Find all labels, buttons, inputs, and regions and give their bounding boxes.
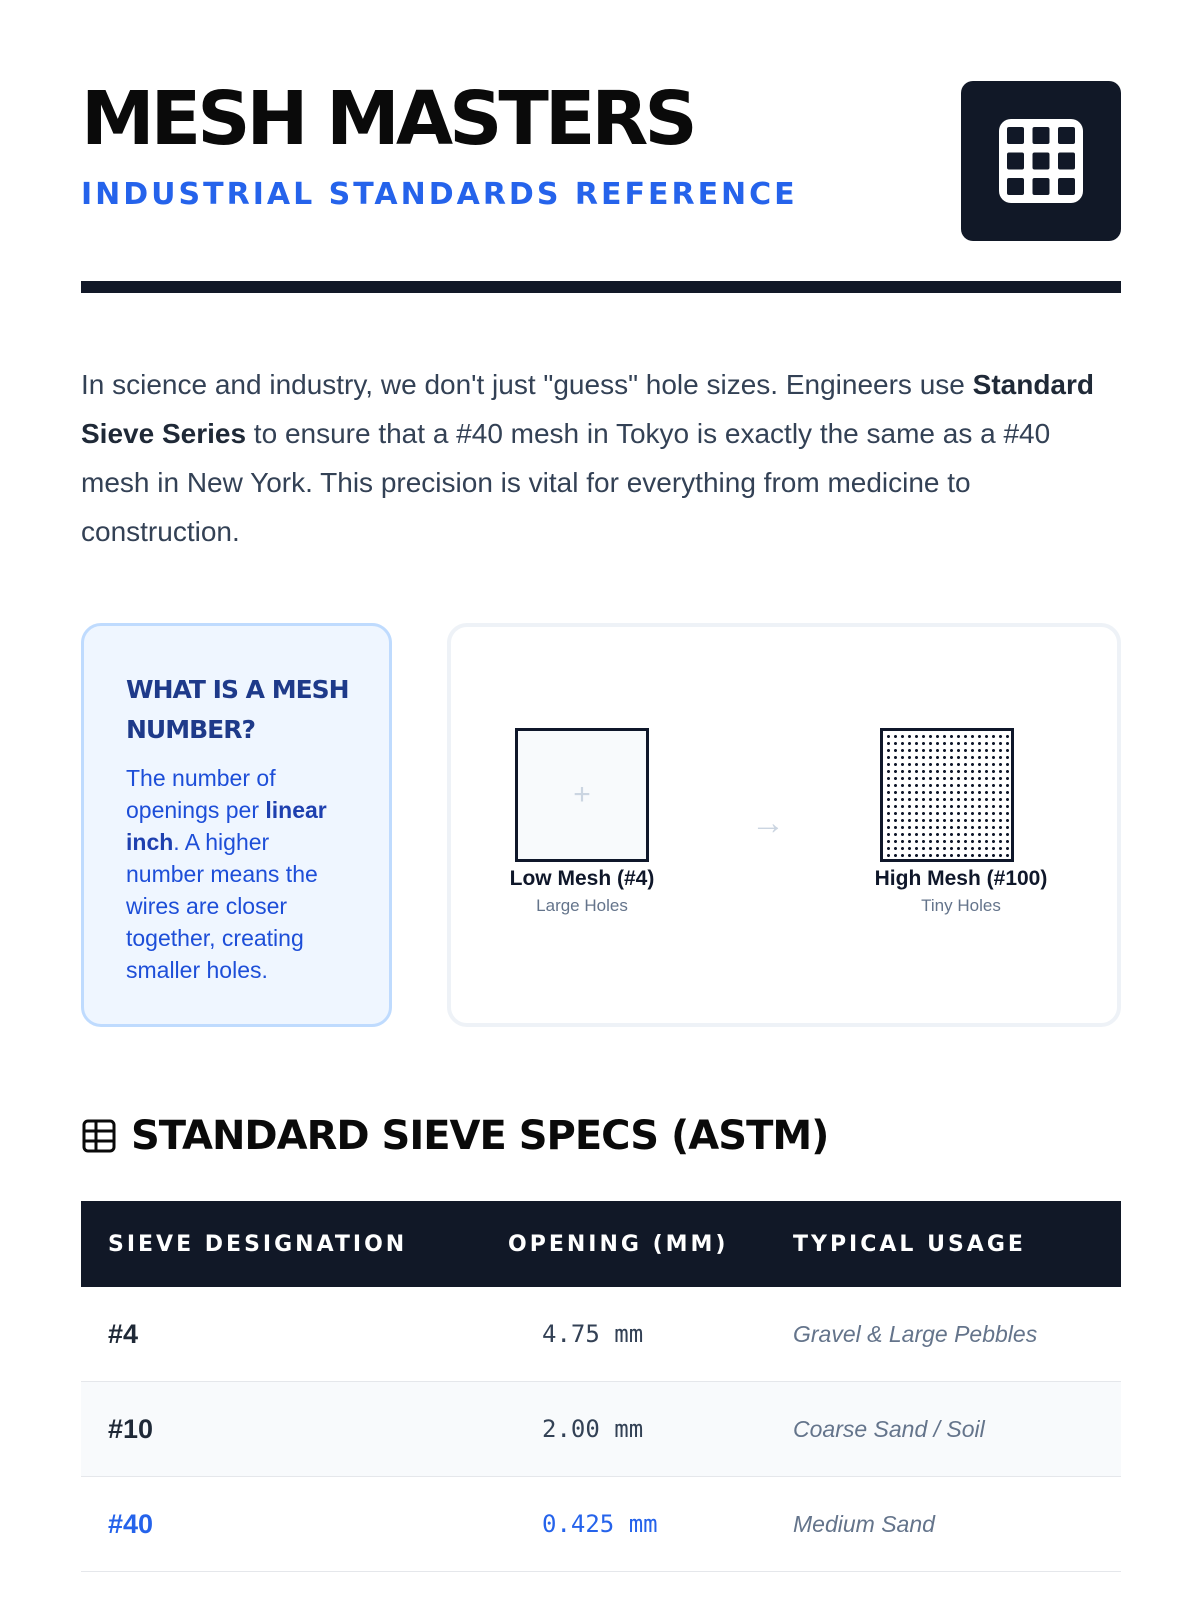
table-icon [81, 1118, 117, 1154]
specs-title: STANDARD SIEVE SPECS (ASTM) [131, 1113, 829, 1159]
low-mesh-swatch [515, 728, 649, 862]
mesh-text-bold: linear inch [126, 797, 327, 855]
cell-designation: #10 [108, 1413, 154, 1444]
column-header-designation: SIEVE DESIGNATION [108, 1231, 408, 1257]
cell-opening: 0.425 mm [542, 1510, 658, 1538]
low-mesh-label: Low Mesh (#4) [509, 867, 655, 890]
low-mesh-sublabel: Large Holes [536, 896, 628, 915]
cell-usage: Gravel & Large Pebbles [793, 1320, 1038, 1347]
intro-text-1: In science and industry, we don't just "guess" hole sizes. Engineers use [81, 369, 973, 400]
table-row [81, 1477, 1121, 1572]
mesh-comparison-diagram [447, 623, 1121, 1027]
page-subtitle: INDUSTRIAL STANDARDS REFERENCE [81, 177, 798, 212]
column-header-usage: TYPICAL USAGE [793, 1231, 1026, 1257]
column-header-opening: OPENING (MM) [508, 1231, 729, 1257]
page [81, 0, 1121, 1539]
grid-icon [995, 115, 1087, 207]
table-row [81, 1382, 1121, 1477]
header [81, 0, 1121, 292]
logo [961, 81, 1121, 241]
high-mesh-label: High Mesh (#100) [874, 867, 1048, 890]
high-mesh-swatch [880, 728, 1014, 862]
cell-usage: Medium Sand [793, 1510, 935, 1537]
intro-bold: Standard Sieve Series [81, 369, 1094, 449]
cell-designation: #4 [108, 1318, 139, 1349]
table-header [81, 1201, 1121, 1287]
mesh-number-text [126, 762, 349, 986]
header-divider [81, 281, 1121, 293]
cell-designation: #40 [108, 1508, 154, 1539]
sieve-specs-table [81, 1201, 1121, 1572]
high-mesh-sublabel: Tiny Holes [921, 896, 1001, 915]
cell-usage: Coarse Sand / Soil [793, 1415, 985, 1442]
mesh-number-card [81, 623, 392, 1027]
plus-icon: + [573, 778, 591, 811]
mesh-text-2: . A higher number means the wires are closer together, creating smaller holes. [126, 829, 318, 983]
mesh-number-title: WHAT IS A MESH NUMBER? [126, 675, 349, 744]
intro-text-2: to ensure that a #40 mesh in Tokyo is exactly the same as a #40 mesh in New York. This precision is vital for everything from medicine to construction. [81, 418, 1051, 547]
intro-paragraph [81, 360, 1121, 556]
cell-opening: 4.75 mm [542, 1320, 644, 1348]
mesh-text-1: The number of openings per [126, 765, 276, 823]
table-row [81, 1287, 1121, 1382]
page-title: MESH MASTERS [81, 76, 694, 162]
specs-heading [81, 1113, 828, 1159]
cell-opening: 2.00 mm [542, 1415, 644, 1443]
arrow-right-icon: → [751, 804, 785, 842]
